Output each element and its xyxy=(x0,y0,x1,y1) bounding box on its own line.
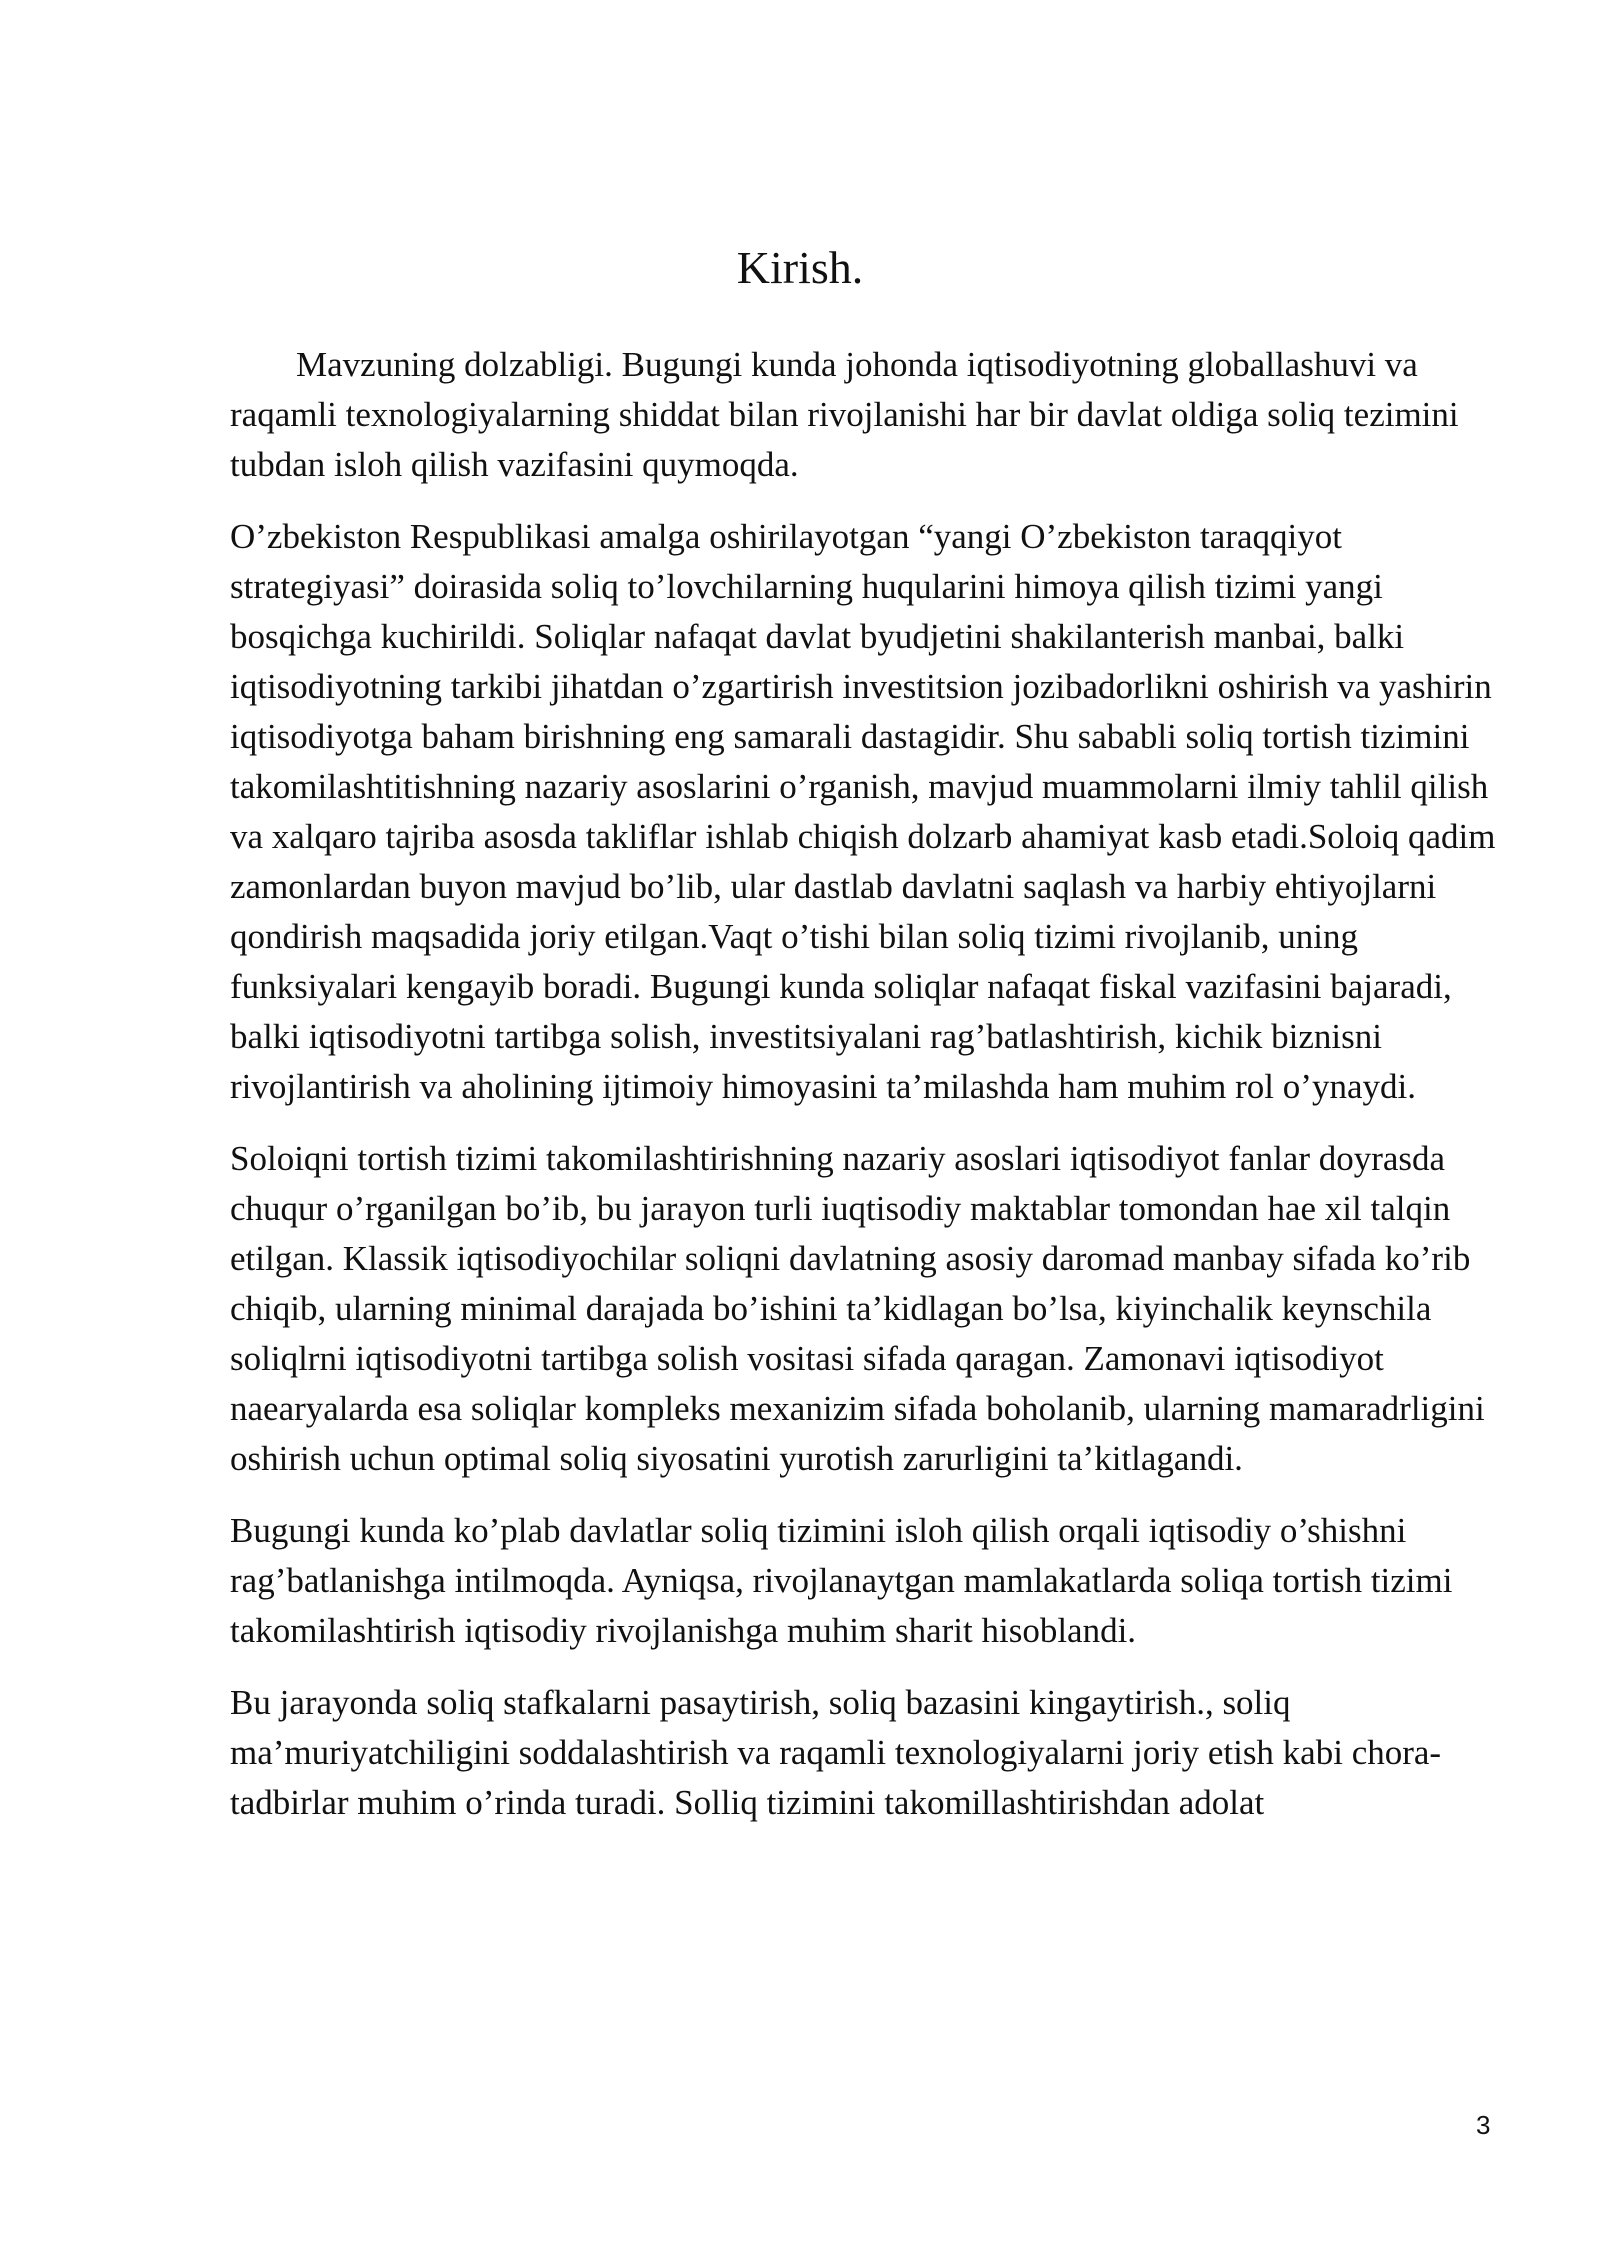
paragraph-relevance: Mavzuning dolzabligi. Bugungi kunda johonda iqtisodiyotning globallashuvi va raqamli texnologiyalarning shiddat bilan rivojlanishi har bir davlat oldiga soliq tezimini tubdan isloh qilish vazifasini quymoqda. xyxy=(230,345,1459,484)
paragraph-theory: Soloiqni tortish tizimi takomilashtirishning nazariy asoslari iqtisodiyot fanlar doyrasda chuqur o’rganilgan bo’ib, bu jarayon turli iuqtisodiy maktablar tomondan hae xil talqin etilgan. Klassik iqtisodiyochilar soliqni davlatning asosiy daromad manbay sifada ko’rib chiqib, ularning minimal darajada bo’ishini ta’kidlagan bo’lsa, kiyinchalik keynschila soliqlrni iqtisodiyotni tartibga solish vositasi sifada qaragan. Zamonavi iqtisodiyot naearyalarda esa soliqlar kompleks mexanizim sifada boholanib, ularning mamaradrligini oshirish uchun optimal soliq siyosatini yurotish zarurligini ta’kitlagandi. xyxy=(230,1139,1485,1478)
body-text xyxy=(230,340,1500,1850)
paragraph-strategy: O’zbekiston Respublikasi amalga oshirilayotgan “yangi O’zbekiston taraqqiyot strategiyasi” doirasida soliq to’lovchilarning huqularini himoya qilish tizimi yangi bosqichga kuchirildi. Soliqlar nafaqat davlat byudjetini shakilanterish manbai, balki iqtisodiyotning tarkibi jihatdan o’zgartirish investitsion jozibadorlikni oshirish va yashirin iqtisodiyotga baham birishning eng samarali dastagidir. Shu sababli soliq tortish tizimini takomilashtitishning nazariy asoslarini o’rganish, mavjud muammolarni ilmiy tahlil qilish va xalqaro tajriba asosda takliflar ishlab chiqish dolzarb ahamiyat kasb etadi.Soloiq qadim zamonlardan buyon mavjud bo’lib, ular dastlab davlatni saqlash va harbiy ehtiyojlarni qondirish maqsadida joriy etilgan.Vaqt o’tishi bilan soliq tizimi rivojlanib, uning funksiyalari kengayib boradi. Bugungi kunda soliqlar nafaqat fiskal vazifasini bajaradi, balki iqtisodiyotni tartibga solish, investitsiyalani rag’batlashtirish, kichik biznisni rivojlantirish va aholining ijtimoiy himoyasini ta’milashda ham muhim rol o’ynaydi. xyxy=(230,517,1496,1106)
page-title: Kirish. xyxy=(736,242,864,293)
page-number: 3 xyxy=(1476,2110,1491,2140)
paragraph-reform: Bugungi kunda ko’plab davlatlar soliq tizimini isloh qilish orqali iqtisodiy o’shishni rag’batlanishga intilmoqda. Ayniqsa, rivojlanaytgan mamlakatlarda soliqa tortish tizimi takomilashtirish iqtisodiy rivojlanishga muhim sharit hisoblandi. xyxy=(230,1511,1453,1650)
paragraph-measures: Bu jarayonda soliq stafkalarni pasaytirish, soliq bazasini kingaytirish., soliq ma’muriyatchiligini soddalashtirish va raqamli texnologiyalarni joriy etish kabi chora-tadbirlar muhim o’rinda turadi. Solliq tizimini takomillashtirishdan adolat xyxy=(230,1683,1442,1822)
